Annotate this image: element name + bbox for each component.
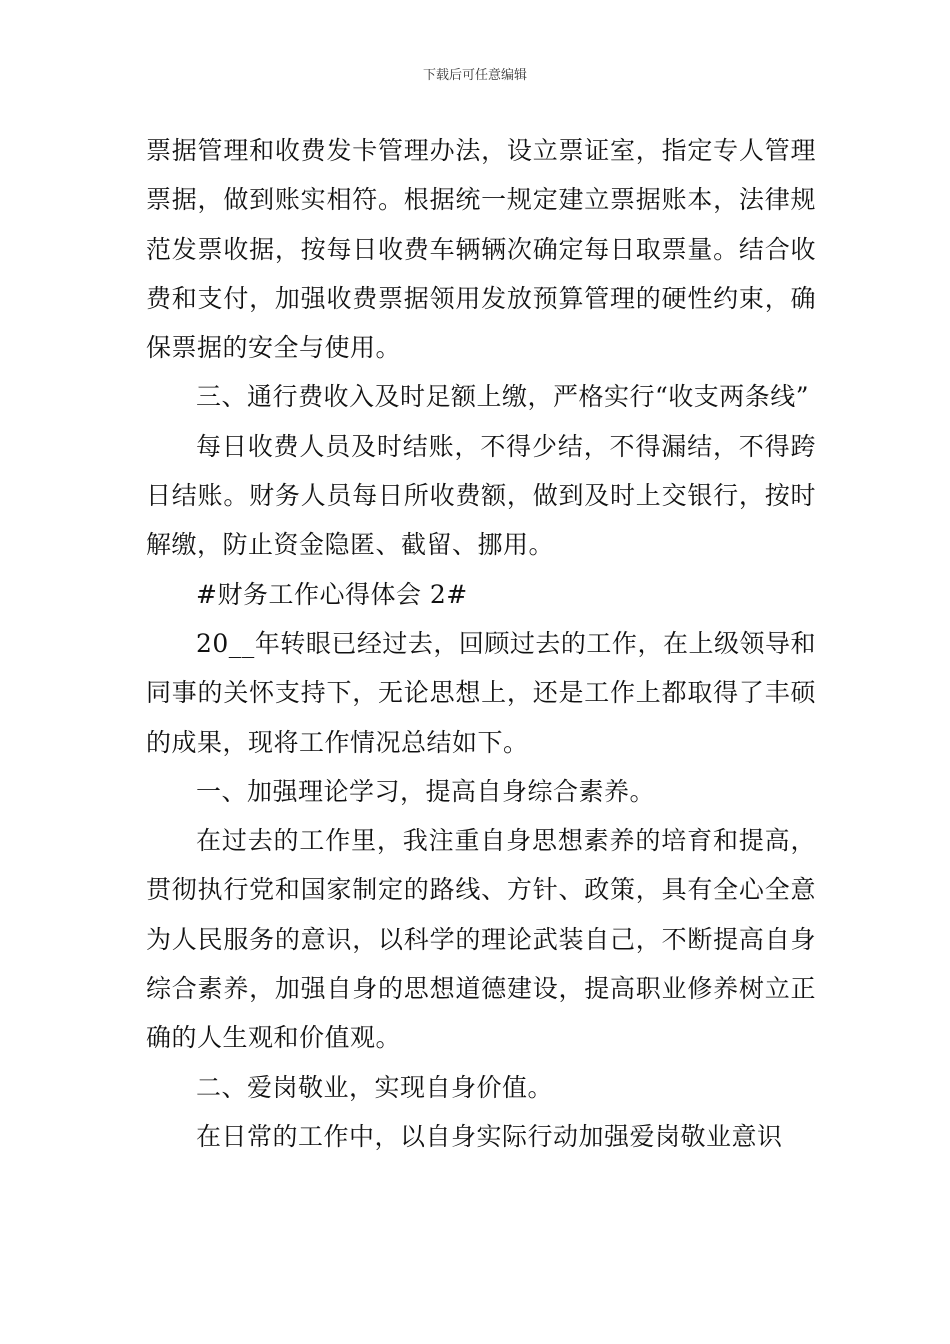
article-title: #财务工作心得体会 2# bbox=[196, 579, 468, 609]
paragraph-2: 每日收费人员及时结账，不得少结，不得漏结，不得跨日结账。财务人员每日所收费额，做到及时上交银行，按时解缴，防止资金隐匿、截留、挪用。 bbox=[146, 431, 816, 560]
paragraph-4: 在过去的工作里，我注重自身思想素养的培育和提高，贯彻执行党和国家制定的路线、方针、政策，具有全心全意为人民服务的意识，以科学的理论武装自己，不断提高自身综合素养，加强自身的思想道德建设，提高职业修养树立正确的人生观和价值观。 bbox=[146, 826, 816, 1053]
paragraph-1: 票据管理和收费发卡管理办法，设立票证室，指定专人管理票据，做到账实相符。根据统一规定建立票据账本，法律规范发票收据，按每日收费车辆辆次确定每日取票量。结合收费和支付，加强收费票据领用发放预算管理的硬性约束，确保票据的安全与使用。 bbox=[146, 136, 816, 363]
section-heading-3: 三、通行费收入及时足额上缴，严格实行“收支两条线” bbox=[196, 382, 810, 412]
paragraph-5: 在日常的工作中，以自身实际行动加强爱岗敬业意识 bbox=[196, 1121, 783, 1151]
section-heading-2: 二、爱岗敬业，实现自身价值。 bbox=[196, 1072, 554, 1102]
page-header-note: 下载后可任意编辑 bbox=[422, 68, 527, 83]
document-body bbox=[146, 126, 816, 1161]
section-heading-1: 一、加强理论学习，提高自身综合素养。 bbox=[196, 776, 656, 806]
paragraph-3: 20__年转眼已经过去，回顾过去的工作，在上级领导和同事的关怀支持下，无论思想上，还是工作上都取得了丰硕的成果，现将工作情况总结如下。 bbox=[146, 628, 816, 757]
